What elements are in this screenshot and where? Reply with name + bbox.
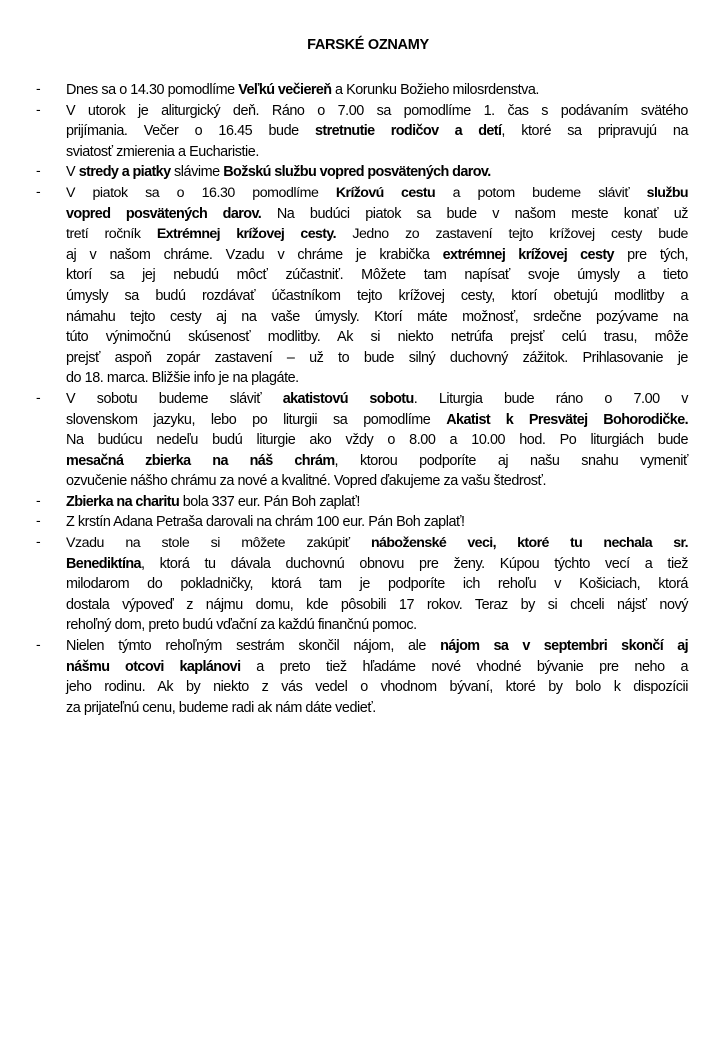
announcement-line [66,224,688,245]
announcement-line [66,677,688,698]
announcement-line [66,430,688,451]
announcement-line [66,554,688,575]
announcement-item [0,80,720,101]
announcement-item [0,162,720,183]
announcement-line [66,121,688,142]
text-segment: jeho rodinu. Ak by niekto z vás vedel o vhodnom bývaní, ktoré by bolo k dispozícii [66,679,688,696]
bold-text: Extrémnej krížovej cesty. [156,226,336,243]
text-segment: prijímania. Večer o 16.45 bude [66,123,316,140]
announcement-line [66,327,688,348]
announcement-line [66,471,688,492]
text-segment: sviatosť zmierenia a Eucharistie. [66,143,259,160]
bullet-dash: - [36,533,41,550]
bold-text: akatistovú sobotu [282,390,414,407]
text-segment: ozvučenie nášho chrámu za nové a kvalitné. Vopred ďakujeme za vašu štedrosť. [66,473,547,490]
text-segment: a Korunku Božieho milosrdenstva. [331,82,539,98]
bullet-dash: - [36,100,41,117]
bullet-dash: - [36,80,41,96]
announcement-item [0,389,720,492]
text-segment: Z krstín Adana Petraša darovali na chrám 100 eur. Pán Boh zaplať! [66,514,465,531]
announcement-line [66,307,688,328]
announcement-line [66,368,688,389]
text-segment: prejsť aspoň zopár zastavení – už to bude silný duchovný zážitok. Prihlasovanie je [66,349,688,366]
announcement-line [66,698,688,719]
text-segment: slovenskom jazyku, lebo po liturgii sa pomodlíme [66,411,447,428]
text-segment: úmysly sa budú rozdávať účastníkom tejto krížovej cesty, ktorí obetujú modlitby a [66,287,688,304]
announcement-item [0,533,720,636]
text-segment: , ktorá tu dávala duchovnú obnovu pre ženy. Kúpou týchto vecí a tiež [140,555,688,572]
bullet-dash: - [36,512,41,529]
announcement-line [66,162,688,183]
text-segment: túto výnimočnú skúsenosť modlitby. Ak si niekto netrúfa prejsť celú trasu, môže [66,329,688,346]
announcement-item [0,512,720,533]
announcement-line [66,101,688,122]
text-segment: Na budúcu nedeľu budú liturgie ako vždy o 8.00 a 10.00 hod. Po liturgiách bude [66,432,688,449]
bullet-dash: - [36,182,41,199]
bold-text: náboženské veci, ktoré tu nechala sr. [370,535,688,552]
text-segment: aj v našom chráme. Vzadu v chráme je krabička [66,246,443,263]
text-segment: bola 337 eur. Pán Boh zaplať! [179,493,360,510]
bold-text: nájom sa v septembri skončí aj [440,638,688,655]
text-segment: za prijateľnú cenu, budeme radi ak nám dáte vedieť. [66,699,376,716]
announcement-line [66,512,688,533]
text-segment: do 18. marca. Bližšie info je na plagáte. [66,370,299,387]
announcement-line [66,657,688,678]
text-segment: milodarom do pokladničky, ktorá tam je podporíte ich rehoľu v Košiciach, ktorá [66,576,688,593]
announcement-line [66,204,688,225]
announcement-line [66,183,688,204]
text-segment: Na budúci piatok sa bude v našom meste konať už [261,205,688,222]
text-segment: Jedno zo zastavení tejto krížovej cesty bude [336,226,688,243]
text-segment: . Liturgia bude ráno o 7.00 v [413,390,688,407]
text-segment: Dnes sa o 14.30 pomodlíme [66,82,239,98]
bold-text: mesačná zbierka na náš chrám [66,452,335,469]
text-segment: a preto tiež hľadáme nové vhodné bývanie pre neho a [240,658,688,675]
text-segment: námahu tejto cesty aj na vaše úmysly. Ktorí máte možnosť, srdečne pozývame na [66,308,688,325]
announcement-line [66,574,688,595]
announcement-line [66,636,688,657]
text-segment: pre tých, [613,246,688,263]
text-segment: , ktoré sa pripravujú na [501,123,688,140]
announcement-line [66,451,688,472]
announcement-item [0,492,720,513]
text-segment: V utorok je aliturgický deň. Ráno o 7.00 sa pomodlíme 1. čas s podávaním svätého [66,102,688,119]
bold-text: extrémnej krížovej cesty [442,246,614,263]
text-segment: a potom budeme sláviť [435,184,647,201]
announcement-line [66,286,688,307]
bold-text: Veľkú večiereň [238,82,332,98]
text-segment: V [66,164,79,181]
bullet-dash: - [36,491,41,508]
bold-text: Krížovú cestu [335,184,436,201]
text-segment: Nielen týmto rehoľným sestrám skončil nájom, ale [66,638,441,655]
bold-text: stretnutie rodičov a detí [315,123,502,140]
bold-text: Božskú službu vopred posvätených darov. [223,164,491,181]
text-segment: Vzadu na stole si môžete zakúpiť [66,535,371,552]
announcement-line [66,492,688,513]
text-segment: slávime [170,164,224,181]
announcement-line [66,245,688,266]
announcement-line [66,265,688,286]
bold-text: Zbierka na charitu [66,493,180,510]
bold-text: Benediktína [66,555,141,572]
announcement-line [66,348,688,369]
text-segment: V sobotu budeme sláviť [66,390,283,407]
bullet-dash: - [36,636,41,653]
text-segment: dostala výpoveď z nájmu domu, kde pôsobili 17 rokov. Teraz by si chceli nájsť nový [66,596,688,613]
bold-text: vopred posvätených darov. [66,205,262,222]
text-segment: tretí ročník [66,226,157,243]
bullet-dash: - [36,388,41,405]
bold-text: službu [646,184,688,201]
text-segment: rehoľný dom, preto budú vďační za každú finančnú pomoc. [66,617,417,634]
page-title: FARSKÉ OZNAMY [307,37,429,53]
bullet-dash: - [36,162,41,179]
announcement-line [66,533,688,554]
announcement-item [0,183,720,389]
announcement-line [66,80,688,101]
text-segment: , ktorou podporíte aj našu snahu vymeniť [334,452,688,469]
announcement-item [0,636,720,718]
announcement-line [66,410,688,431]
announcement-item [0,101,720,163]
announcement-line [66,389,688,410]
bold-text: stredy a piatky [78,164,171,181]
announcement-line [66,615,688,636]
text-segment: V piatok sa o 16.30 pomodlíme [66,184,336,201]
text-segment: ktorí sa jej nebudú môcť zúčastniť. Môžete tam napísať svoje úmysly a tieto [66,267,688,284]
bold-text: Akatist k Presvätej Bohorodičke. [446,411,688,428]
announcement-list [0,80,720,718]
announcement-line [66,142,688,163]
announcement-line [66,595,688,616]
bold-text: nášmu otcovi kaplánovi [66,658,241,675]
